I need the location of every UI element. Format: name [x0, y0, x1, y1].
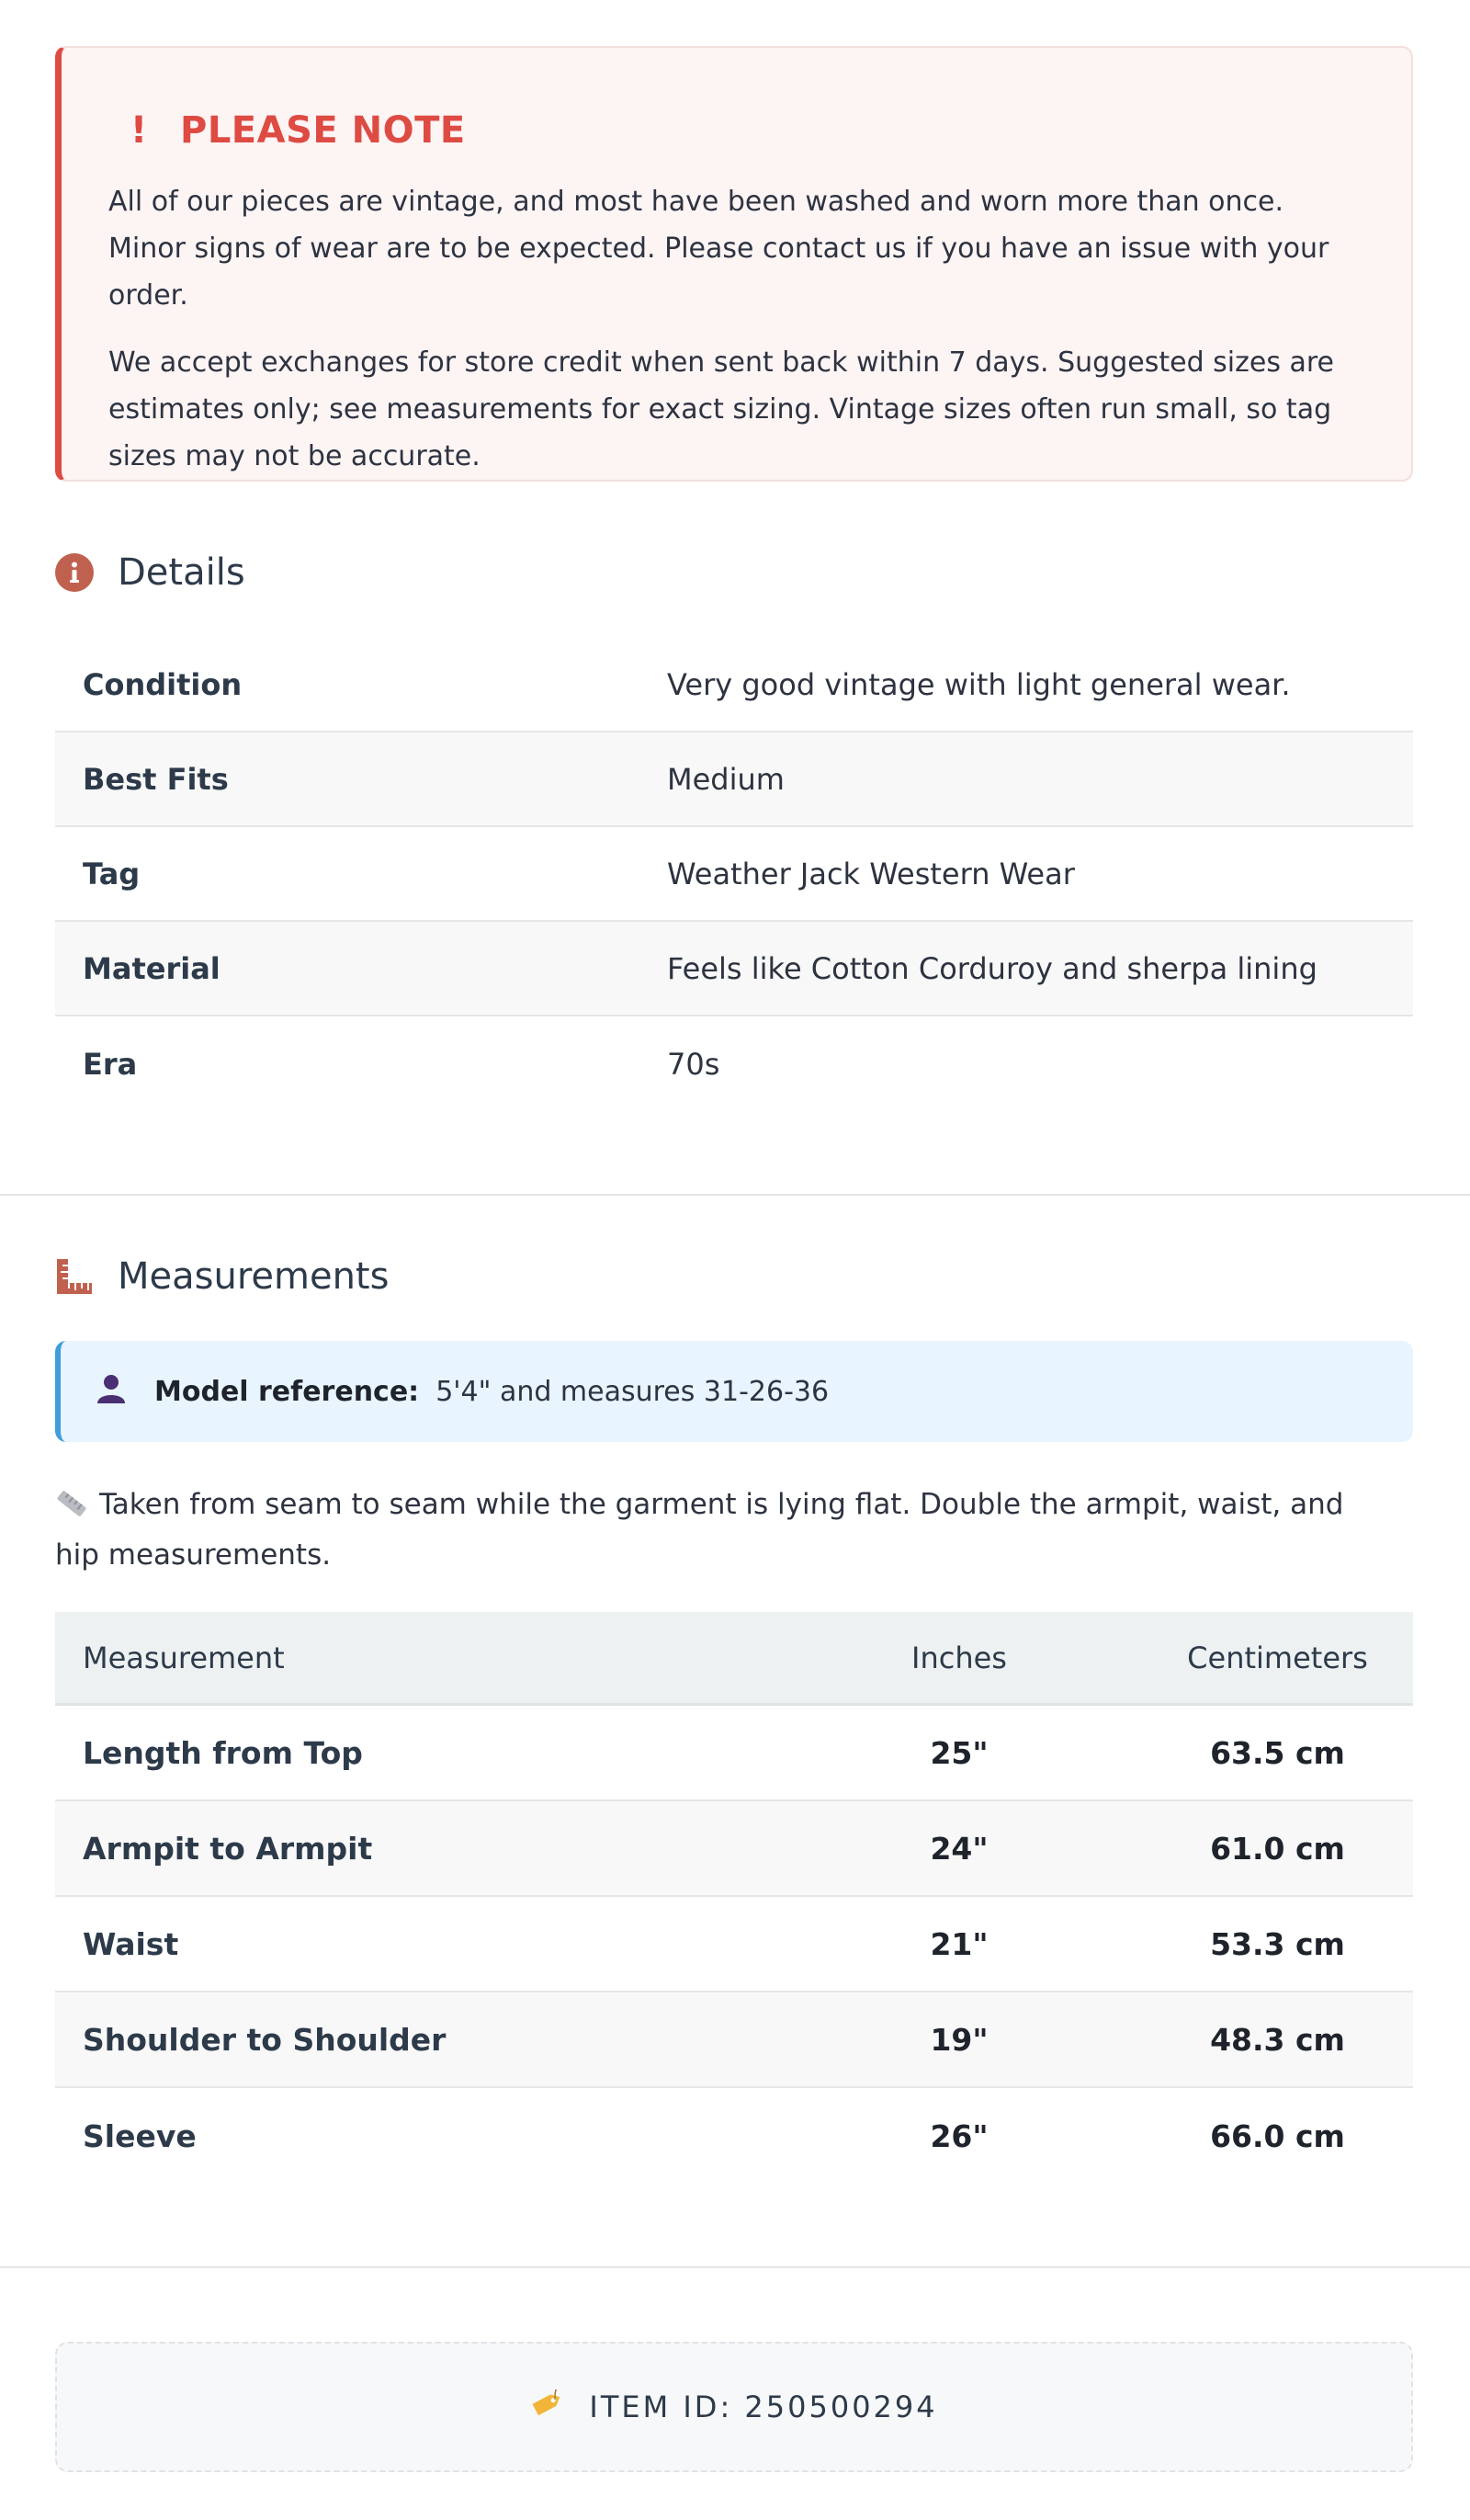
model-reference-box — [55, 1341, 1413, 1442]
measurement-name: Length from Top — [83, 1734, 363, 1771]
ruler-pencil-icon — [55, 1485, 88, 1532]
measurement-cm: 63.5 cm — [1210, 1734, 1345, 1771]
table-row — [55, 1706, 1413, 1801]
details-row-best-fits — [55, 732, 1413, 827]
measurement-name: Waist — [83, 1925, 179, 1962]
details-title: Details — [118, 551, 245, 594]
details-value: Feels like Cotton Corduroy and sherpa lining — [667, 950, 1317, 986]
measurements-table — [55, 1612, 1413, 2184]
info-circle-icon — [55, 553, 94, 592]
details-label: Era — [83, 1046, 138, 1082]
header-centimeters: Centimeters — [1187, 1640, 1368, 1675]
measurement-inches: 24" — [930, 1830, 989, 1867]
notice-header — [108, 103, 1365, 158]
details-value: 70s — [667, 1046, 720, 1082]
table-row — [55, 2088, 1413, 2184]
notice-paragraph-2: We accept exchanges for store credit when sent back within 7 days. Suggested sizes are estimates only; see measurements for exact sizing. Vintage sizes often run small, so tag sizes may not be accurate. — [108, 346, 1335, 472]
ruler-icon — [55, 1257, 94, 1296]
tag-icon — [530, 2389, 565, 2424]
details-label: Best Fits — [83, 761, 229, 797]
exclamation-icon: ! — [130, 109, 148, 152]
details-value: Medium — [667, 761, 785, 797]
table-row — [55, 1897, 1413, 1992]
model-reference-value: 5'4" and measures 31-26-36 — [435, 1375, 830, 1408]
measurement-inches: 25" — [930, 1734, 989, 1771]
notice-paragraph-1: All of our pieces are vintage, and most have been washed and worn more than once. Minor signs of wear are to be expected. Please contact us if you have an issue with your order. — [108, 186, 1329, 312]
measurement-cm: 53.3 cm — [1210, 1925, 1345, 1962]
measurement-cm: 48.3 cm — [1210, 2021, 1345, 2058]
measurement-note — [55, 1481, 1378, 1579]
measurement-cm: 61.0 cm — [1210, 1830, 1345, 1867]
header-inches: Inches — [911, 1640, 1007, 1675]
details-value: Weather Jack Western Wear — [667, 856, 1075, 891]
measurement-note-text: Taken from seam to seam while the garment is lying flat. Double the armpit, waist, and hip measurements. — [55, 1488, 1344, 1572]
details-row-era — [55, 1016, 1413, 1111]
details-label: Tag — [83, 856, 141, 891]
measurement-inches: 21" — [930, 1925, 989, 1962]
measurement-inches: 26" — [930, 2117, 989, 2154]
table-row — [55, 1992, 1413, 2088]
details-row-material — [55, 922, 1413, 1016]
measurements-table-body — [55, 1706, 1413, 2184]
details-header — [55, 550, 245, 596]
measurements-header — [55, 1254, 389, 1300]
section-divider — [0, 2266, 1470, 2268]
measurement-inches: 19" — [930, 2021, 989, 2058]
item-id-box — [55, 2342, 1413, 2472]
person-icon — [96, 1372, 127, 1411]
measurements-title: Measurements — [118, 1255, 390, 1298]
details-row-condition — [55, 638, 1413, 732]
measurement-name: Armpit to Armpit — [83, 1830, 373, 1867]
measurements-table-header — [55, 1612, 1413, 1706]
section-divider — [0, 1194, 1470, 1196]
measurement-name: Sleeve — [83, 2117, 197, 2154]
table-row — [55, 1801, 1413, 1897]
details-row-tag — [55, 827, 1413, 922]
measurement-name: Shoulder to Shoulder — [83, 2021, 447, 2058]
details-label: Material — [83, 950, 220, 986]
notice-title: PLEASE NOTE — [180, 109, 466, 152]
details-label: Condition — [83, 666, 243, 702]
please-note-box — [55, 46, 1413, 482]
measurement-cm: 66.0 cm — [1210, 2117, 1345, 2154]
header-measurement: Measurement — [83, 1640, 285, 1675]
item-id-label: ITEM ID: 250500294 — [589, 2389, 938, 2424]
model-reference-label: Model reference: — [154, 1375, 420, 1408]
details-value: Very good vintage with light general wear. — [667, 666, 1291, 702]
details-table — [55, 638, 1413, 1111]
